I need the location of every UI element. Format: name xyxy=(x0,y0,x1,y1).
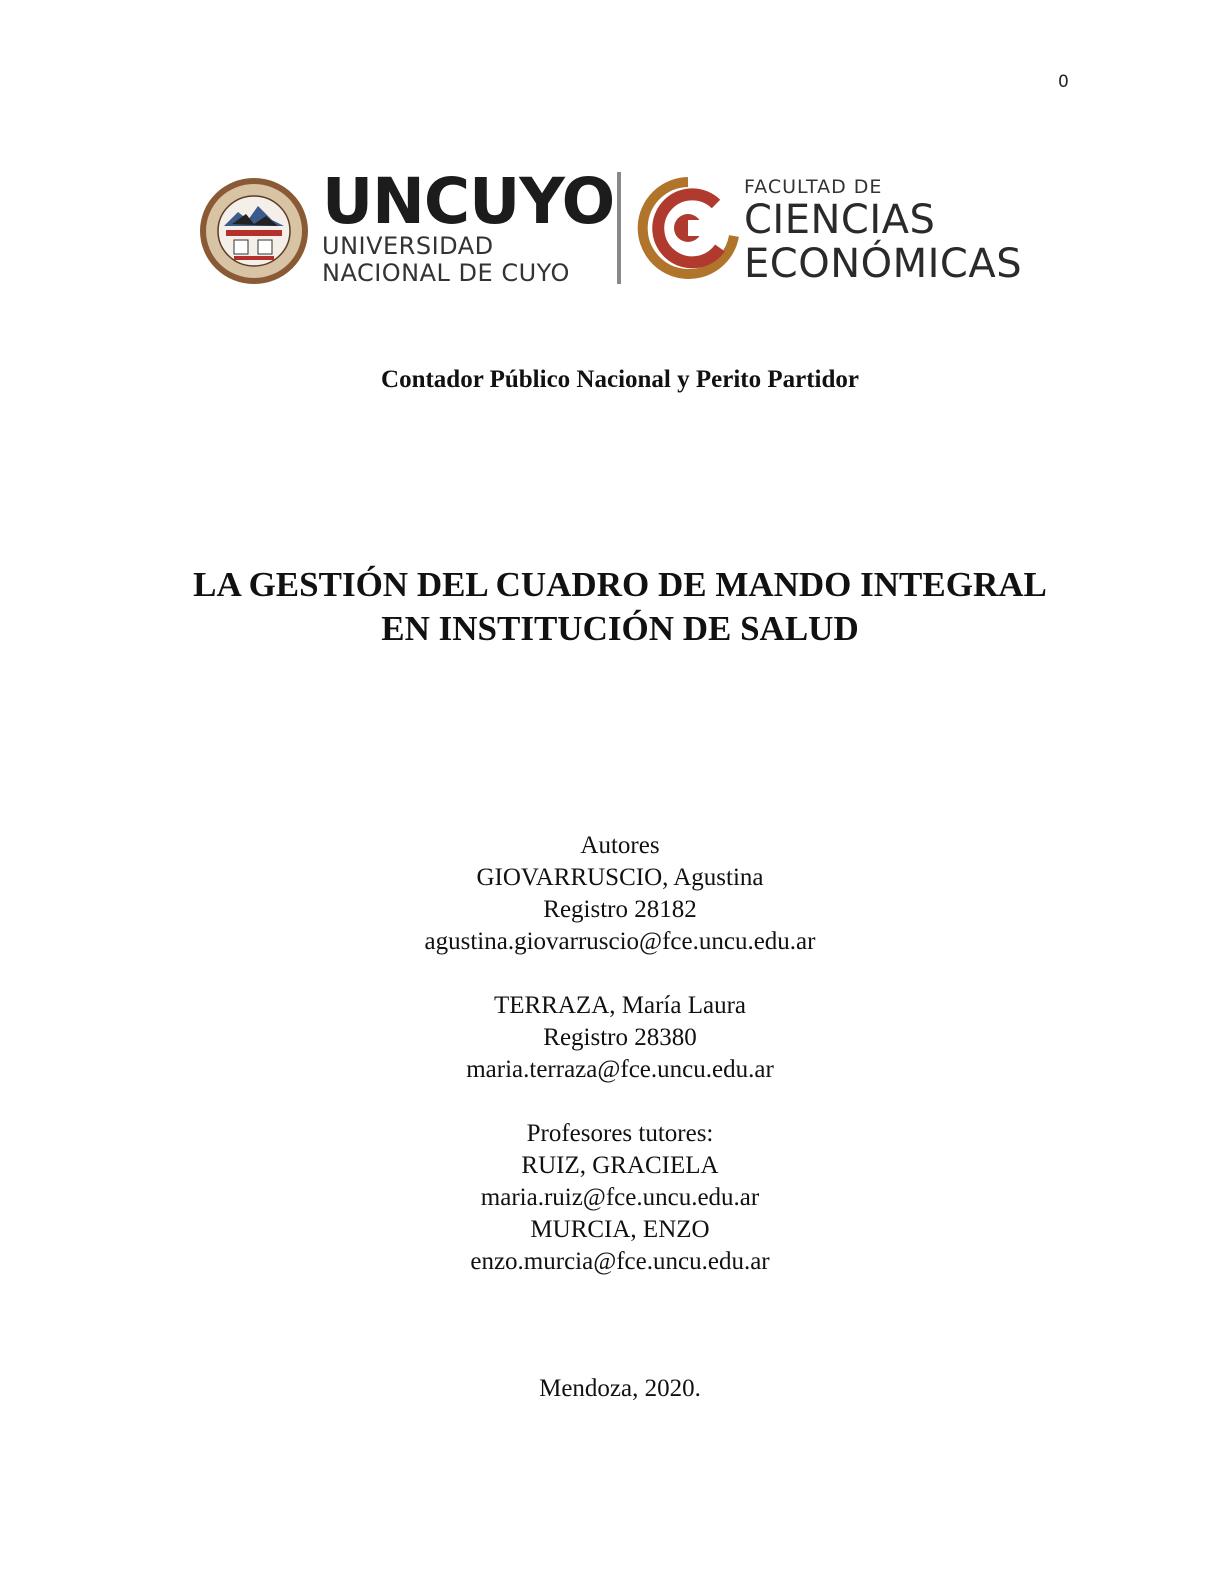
author-registro: Registro 28380 xyxy=(543,1024,697,1051)
title-line-1: LA GESTIÓN DEL CUADRO DE MANDO INTEGRAL xyxy=(193,565,1047,604)
page-number: 0 xyxy=(1058,72,1069,92)
tutors-label: Profesores tutores: xyxy=(526,1120,714,1147)
tutor-email: enzo.murcia@fce.uncu.edu.ar xyxy=(470,1248,770,1275)
uncuyo-wordmark: UNCUYO xyxy=(322,165,615,238)
author-email: agustina.giovarruscio@fce.uncu.edu.ar xyxy=(424,928,816,955)
tutor-name: RUIZ, GRACIELA xyxy=(521,1152,719,1179)
title-line-2: EN INSTITUCIÓN DE SALUD xyxy=(381,609,859,648)
fce-c-mark-icon xyxy=(636,176,740,280)
fce-line3: ECONÓMICAS xyxy=(744,241,1023,287)
tutor-email: maria.ruiz@fce.uncu.edu.ar xyxy=(480,1184,760,1211)
fce-logo xyxy=(744,176,1022,286)
career-heading: Contador Público Nacional y Perito Partidor xyxy=(381,366,859,393)
author-name: TERRAZA, María Laura xyxy=(493,992,746,1019)
uncuyo-line1: UNIVERSIDAD xyxy=(322,232,494,260)
uncuyo-line2: NACIONAL DE CUYO xyxy=(322,259,570,287)
fce-line1: FACULTAD DE xyxy=(744,176,883,198)
tutor-name: MURCIA, ENZO xyxy=(530,1216,710,1243)
document-title xyxy=(0,563,1224,651)
fce-line2: CIENCIAS xyxy=(744,197,936,243)
university-seal-icon xyxy=(198,176,310,286)
place-date: Mendoza, 2020. xyxy=(539,1375,701,1402)
authors-label: Autores xyxy=(580,832,660,859)
author-name: GIOVARRUSCIO, Agustina xyxy=(476,864,764,891)
uncuyo-logo xyxy=(322,165,615,287)
author-email: maria.terraza@fce.uncu.edu.ar xyxy=(466,1056,774,1083)
author-registro: Registro 28182 xyxy=(543,896,697,923)
authors-section xyxy=(0,830,1224,1278)
logo-divider xyxy=(617,172,621,284)
